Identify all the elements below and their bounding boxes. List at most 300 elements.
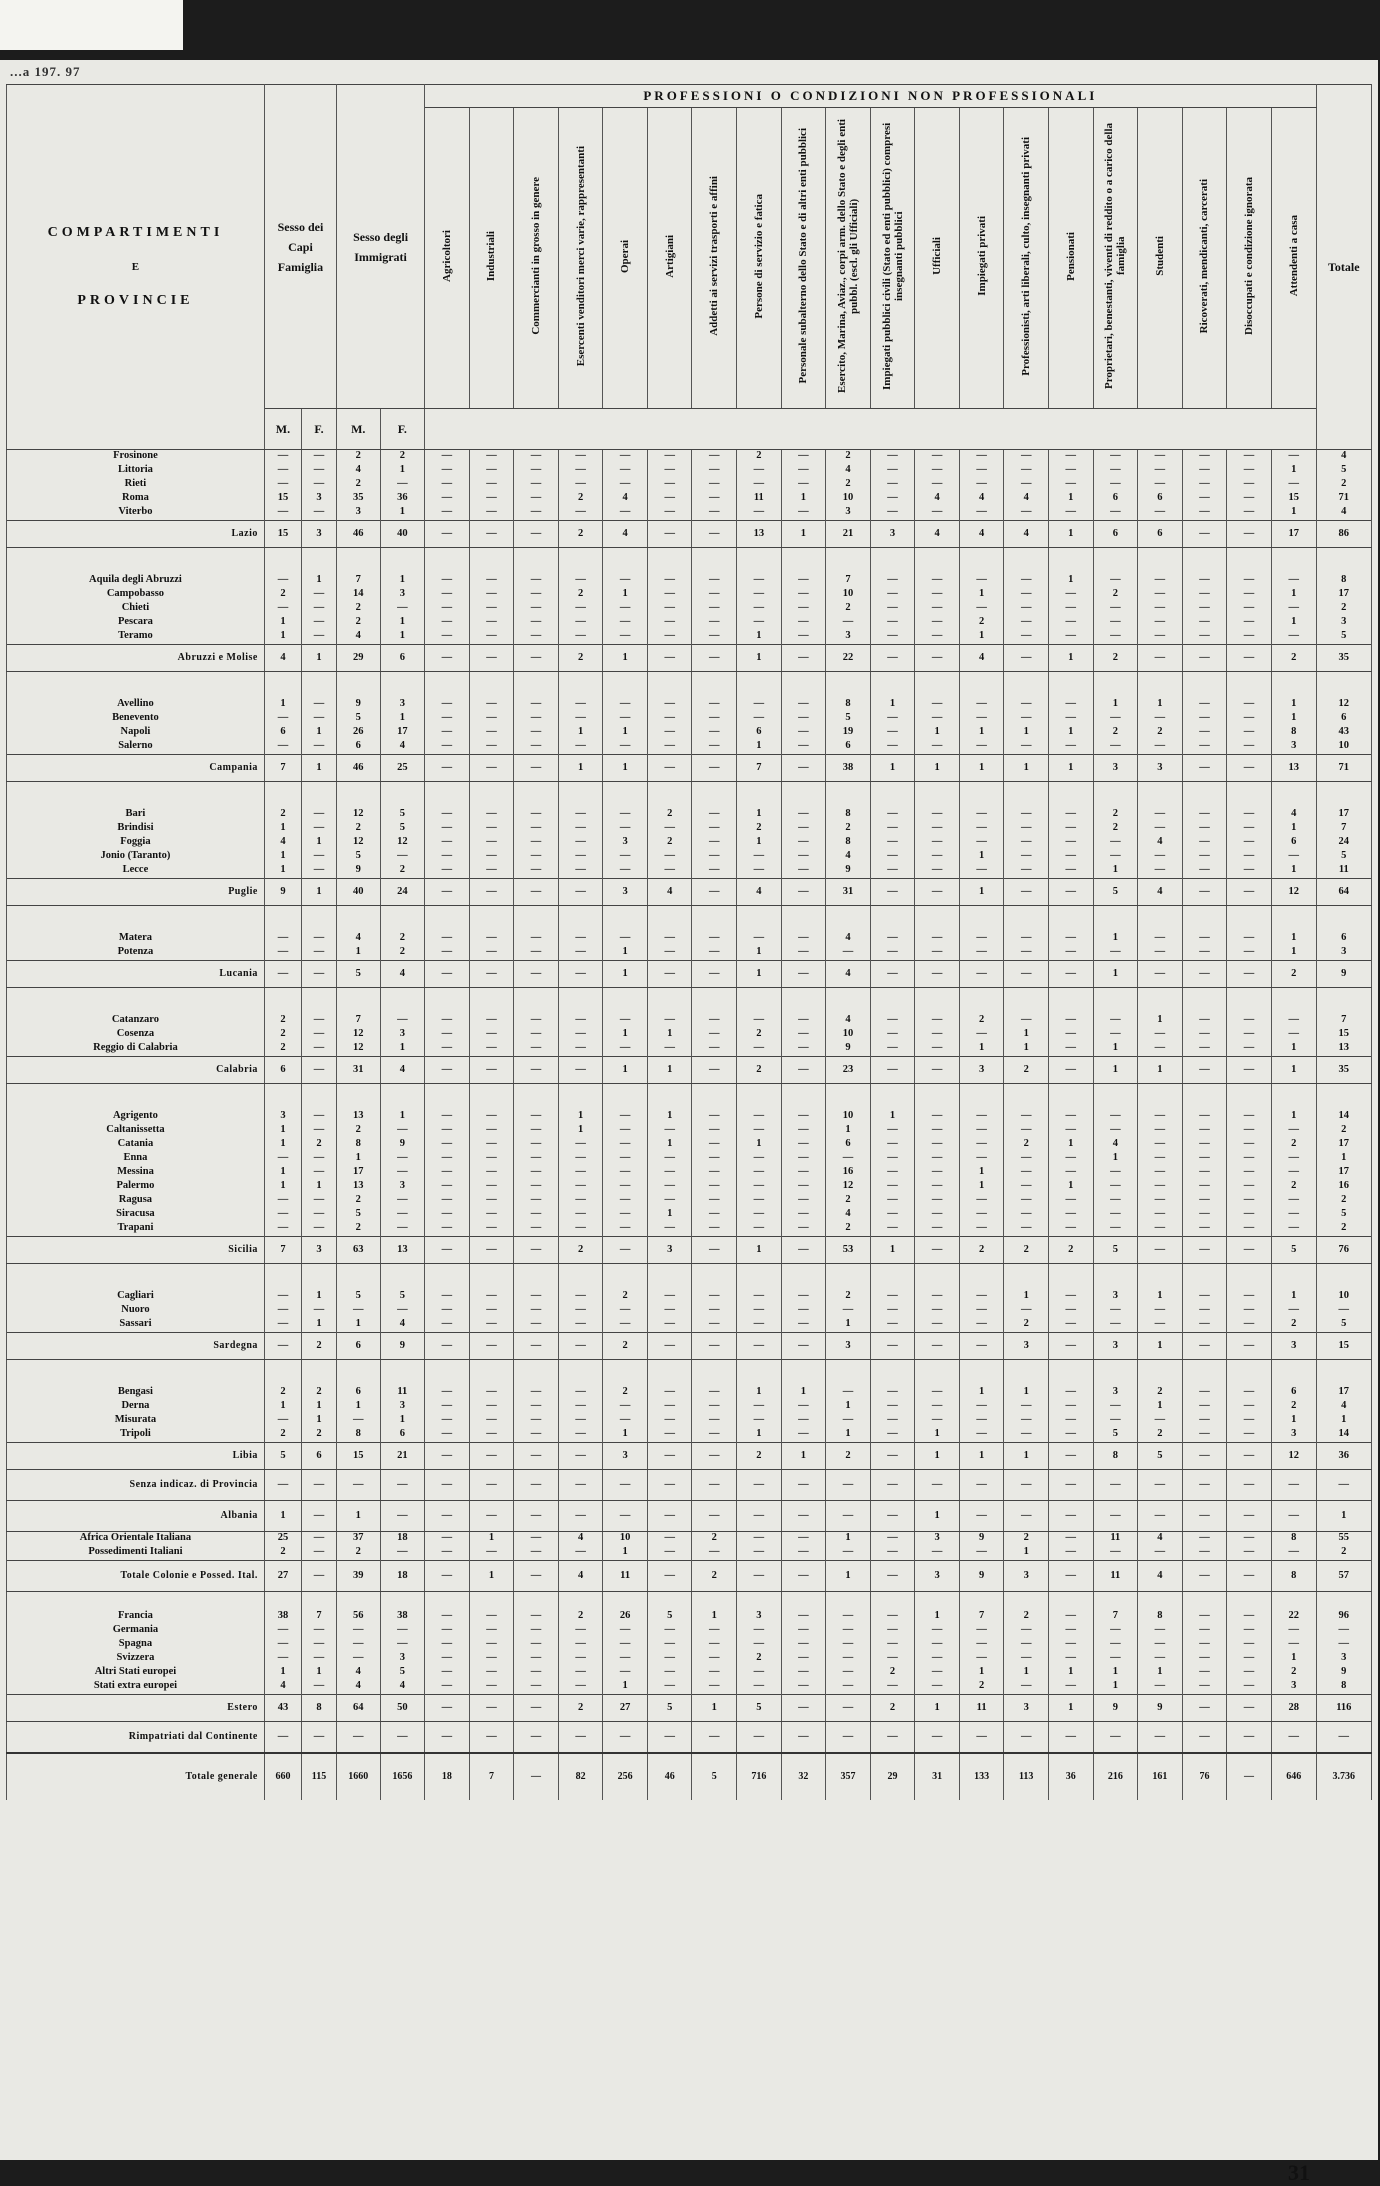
table-cell: — — [603, 616, 648, 630]
table-cell: — — [1227, 1624, 1272, 1638]
table-cell: — — [603, 1501, 648, 1532]
spacer-cell — [1004, 1264, 1049, 1291]
table-cell: 1 — [1048, 645, 1093, 672]
table-cell: — — [870, 850, 915, 864]
table-cell: — — [647, 1166, 692, 1180]
table-cell: — — [425, 521, 470, 548]
table-cell: — — [425, 616, 470, 630]
table-cell: 2 — [1271, 1138, 1316, 1152]
table-cell: — — [1271, 1222, 1316, 1237]
table-cell: — — [1048, 836, 1093, 850]
table-cell: 21 — [380, 1443, 425, 1470]
spacer-cell — [558, 1360, 603, 1387]
table-cell: 10 — [826, 1110, 871, 1124]
table-cell: 2 — [380, 932, 425, 946]
table-cell: — — [1271, 1501, 1316, 1532]
table-cell: 15 — [337, 1443, 381, 1470]
table-cell: — — [603, 1014, 648, 1028]
table-cell: 3 — [302, 492, 337, 506]
table-cell: — — [915, 836, 960, 850]
row-label: Lecce — [7, 864, 265, 879]
table-cell: — — [558, 1208, 603, 1222]
table-cell: — — [1138, 574, 1183, 588]
table-cell: — — [1048, 1386, 1093, 1400]
table-cell: — — [1004, 1428, 1049, 1443]
row-label: Viterbo — [7, 506, 265, 521]
table-cell: — — [380, 1166, 425, 1180]
table-cell: — — [959, 836, 1004, 850]
table-cell: 1 — [959, 1166, 1004, 1180]
table-cell: — — [1227, 808, 1272, 822]
table-cell: 1 — [1271, 864, 1316, 879]
spacer-cell — [915, 548, 960, 575]
table-cell: — — [302, 1028, 337, 1042]
table-cell: — — [647, 698, 692, 712]
table-cell: 1 — [915, 1610, 960, 1624]
table-cell: 9 — [959, 1532, 1004, 1547]
table-cell: 8 — [1316, 574, 1371, 588]
table-cell: — — [737, 1624, 782, 1638]
table-cell: — — [1093, 464, 1138, 478]
table-cell: 9 — [959, 1561, 1004, 1592]
table-cell: — — [1182, 698, 1227, 712]
table-cell: — — [1182, 1666, 1227, 1680]
table-cell: 1 — [647, 1057, 692, 1084]
spacer-cell — [1004, 1360, 1049, 1387]
table-cell: — — [781, 630, 826, 645]
table-cell: — — [1182, 879, 1227, 906]
table-cell: 9 — [380, 1333, 425, 1360]
table-cell: 1 — [781, 492, 826, 506]
table-cell: — — [870, 1318, 915, 1333]
table-cell: — — [514, 726, 559, 740]
table-cell: — — [737, 850, 782, 864]
spacer-cell — [1271, 1264, 1316, 1291]
table-cell: — — [469, 822, 514, 836]
table-cell: — — [302, 616, 337, 630]
spacer-cell — [826, 1084, 871, 1111]
table-cell: — — [558, 1042, 603, 1057]
table-cell: 29 — [337, 645, 381, 672]
table-cell: — — [514, 1110, 559, 1124]
table-cell: — — [425, 1110, 470, 1124]
spacer-cell — [380, 1084, 425, 1111]
table-cell: — — [469, 521, 514, 548]
table-cell: — — [469, 1666, 514, 1680]
table-cell: — — [870, 645, 915, 672]
table-cell: — — [737, 478, 782, 492]
spacer-cell — [264, 906, 301, 933]
table-cell: 1 — [1093, 932, 1138, 946]
table-cell: — — [1004, 850, 1049, 864]
table-cell: 10 — [826, 588, 871, 602]
table-cell: — — [302, 1124, 337, 1138]
spacer-row — [7, 782, 1372, 809]
table-cell: 3 — [1271, 740, 1316, 755]
table-cell: — — [915, 1666, 960, 1680]
table-cell: — — [1048, 1194, 1093, 1208]
table-cell: — — [469, 1333, 514, 1360]
table-cell: — — [959, 1028, 1004, 1042]
table-cell: — — [781, 1152, 826, 1166]
table-cell: — — [692, 1304, 737, 1318]
table-row — [7, 1042, 1372, 1057]
table-cell: 1 — [264, 630, 301, 645]
spacer-cell — [1138, 906, 1183, 933]
table-cell: 1 — [959, 879, 1004, 906]
table-cell: — — [558, 1028, 603, 1042]
table-cell: 27 — [603, 1695, 648, 1722]
table-row — [7, 1110, 1372, 1124]
table-cell: 3 — [1004, 1333, 1049, 1360]
table-cell: — — [870, 506, 915, 521]
table-cell: — — [1227, 1166, 1272, 1180]
table-cell: — — [514, 506, 559, 521]
table-cell: — — [692, 932, 737, 946]
table-cell: — — [647, 616, 692, 630]
table-cell: 3 — [380, 1180, 425, 1194]
table-cell: — — [380, 1546, 425, 1561]
table-cell: — — [1138, 1680, 1183, 1695]
table-cell: — — [1093, 1546, 1138, 1561]
row-label: Cagliari — [7, 1290, 265, 1304]
spacer-cell — [380, 988, 425, 1015]
table-cell: — — [302, 1546, 337, 1561]
table-cell: — — [425, 879, 470, 906]
table-cell: — — [425, 1428, 470, 1443]
table-cell: 1 — [469, 1561, 514, 1592]
table-cell: — — [1138, 1152, 1183, 1166]
spacer-cell — [264, 548, 301, 575]
table-cell: — — [692, 602, 737, 616]
table-cell: 2 — [737, 1057, 782, 1084]
spacer-cell — [425, 906, 470, 933]
table-cell: 1 — [692, 1610, 737, 1624]
table-cell: 17 — [1316, 808, 1371, 822]
table-cell: — — [1138, 1166, 1183, 1180]
table-cell: — — [514, 1680, 559, 1695]
table-cell: — — [1271, 1546, 1316, 1561]
table-cell: — — [915, 506, 960, 521]
table-cell: — — [647, 712, 692, 726]
table-row — [7, 1666, 1372, 1680]
spacer-cell — [425, 1360, 470, 1387]
table-cell: 1 — [1138, 1666, 1183, 1680]
table-row — [7, 1386, 1372, 1400]
table-cell: — — [915, 1194, 960, 1208]
table-cell: — — [870, 1222, 915, 1237]
table-cell: — — [302, 1057, 337, 1084]
table-cell: 4 — [959, 645, 1004, 672]
table-cell: — — [692, 1333, 737, 1360]
table-cell: 2 — [826, 822, 871, 836]
table-cell: 1 — [380, 1042, 425, 1057]
table-cell: 1 — [1093, 698, 1138, 712]
table-cell: — — [870, 1386, 915, 1400]
table-cell: 1 — [603, 946, 648, 961]
table-cell: 1 — [603, 1546, 648, 1561]
table-cell: — — [737, 864, 782, 879]
table-row — [7, 1290, 1372, 1304]
table-cell: — — [692, 698, 737, 712]
table-cell: 3.736 — [1316, 1753, 1371, 1800]
table-cell: — — [647, 864, 692, 879]
profession-blank-header — [425, 409, 1316, 450]
table-cell: — — [781, 836, 826, 850]
profession-header-label: Proprietari, benestanti, viventi di reddito o a carico della famiglia — [1103, 123, 1128, 390]
table-cell: — — [915, 1152, 960, 1166]
table-cell: — — [425, 602, 470, 616]
profession-header-18 — [1227, 108, 1272, 409]
table-cell: — — [264, 506, 301, 521]
table-cell: 1 — [692, 1695, 737, 1722]
table-cell: 357 — [826, 1753, 871, 1800]
table-cell: — — [1138, 946, 1183, 961]
table-cell: — — [870, 712, 915, 726]
table-cell: 2 — [1316, 1546, 1371, 1561]
table-row — [7, 1652, 1372, 1666]
table-cell: — — [302, 808, 337, 822]
table-cell: — — [692, 574, 737, 588]
table-cell: — — [1182, 1532, 1227, 1547]
table-cell: 2 — [558, 645, 603, 672]
spacer-cell — [302, 988, 337, 1015]
table-cell: — — [1048, 1610, 1093, 1624]
profession-header-13 — [1004, 108, 1049, 409]
row-label: Messina — [7, 1166, 265, 1180]
table-cell: — — [1138, 1470, 1183, 1501]
spacer-cell — [647, 1084, 692, 1111]
table-row — [7, 946, 1372, 961]
table-cell: 1 — [737, 645, 782, 672]
table-cell: — — [915, 1180, 960, 1194]
table-cell: — — [1271, 1014, 1316, 1028]
table-cell: 5 — [647, 1695, 692, 1722]
table-cell: 2 — [302, 1333, 337, 1360]
table-cell: — — [1048, 1624, 1093, 1638]
table-cell: — — [781, 1333, 826, 1360]
table-cell: — — [737, 588, 782, 602]
table-cell: — — [1138, 1237, 1183, 1264]
table-cell: 36 — [380, 492, 425, 506]
table-cell: 1 — [380, 616, 425, 630]
profession-header-label: Ufficiali — [931, 237, 944, 275]
table-cell: 1 — [264, 850, 301, 864]
sex-heads-header: Sesso dei Capi Famiglia — [264, 85, 336, 409]
table-cell: 5 — [264, 1443, 301, 1470]
table-cell: — — [647, 506, 692, 521]
table-cell: 40 — [380, 521, 425, 548]
table-cell: 1 — [302, 1414, 337, 1428]
table-cell: 2 — [647, 836, 692, 850]
table-cell: — — [870, 1470, 915, 1501]
table-cell: 2 — [264, 1546, 301, 1561]
table-cell: — — [1093, 1501, 1138, 1532]
table-cell: 2 — [959, 1680, 1004, 1695]
row-label: Libia — [7, 1443, 265, 1470]
table-cell: — — [1138, 740, 1183, 755]
table-cell: 24 — [1316, 836, 1371, 850]
table-cell: 1 — [1004, 1666, 1049, 1680]
table-row — [7, 1680, 1372, 1695]
table-cell: — — [870, 616, 915, 630]
table-row — [7, 1166, 1372, 1180]
table-cell: — — [425, 478, 470, 492]
table-cell: 5 — [1138, 1443, 1183, 1470]
profession-header-7 — [737, 108, 782, 409]
table-cell: — — [1093, 1652, 1138, 1666]
spacer-cell — [959, 988, 1004, 1015]
spacer-cell — [692, 1360, 737, 1387]
table-cell: 1 — [1316, 1501, 1371, 1532]
spacer-cell — [781, 906, 826, 933]
table-cell: 1 — [1138, 1333, 1183, 1360]
table-cell: 1 — [1004, 1028, 1049, 1042]
table-cell: — — [514, 1138, 559, 1152]
spacer-cell — [1271, 1592, 1316, 1611]
table-cell: — — [1048, 1501, 1093, 1532]
table-cell: — — [959, 1470, 1004, 1501]
table-cell: — — [514, 808, 559, 822]
table-cell: — — [425, 464, 470, 478]
table-cell: 40 — [337, 879, 381, 906]
table-cell: — — [1182, 1443, 1227, 1470]
table-cell: — — [1048, 1400, 1093, 1414]
table-cell: — — [737, 1546, 782, 1561]
table-cell: — — [1227, 740, 1272, 755]
spacer-cell — [870, 1264, 915, 1291]
table-cell: — — [558, 1304, 603, 1318]
table-cell: — — [1182, 1470, 1227, 1501]
row-label: Francia — [7, 1610, 265, 1624]
table-cell: — — [1227, 630, 1272, 645]
table-cell: — — [915, 1638, 960, 1652]
row-label: Lazio — [7, 521, 265, 548]
table-cell: 7 — [737, 755, 782, 782]
table-cell: — — [425, 630, 470, 645]
spacer-cell — [1138, 548, 1183, 575]
table-cell: — — [781, 1414, 826, 1428]
table-cell: 5 — [1316, 850, 1371, 864]
table-cell: 2 — [558, 1237, 603, 1264]
table-cell: 1 — [647, 1110, 692, 1124]
table-cell: — — [302, 1208, 337, 1222]
table-cell: — — [781, 946, 826, 961]
table-cell: — — [692, 616, 737, 630]
spacer-cell — [337, 906, 381, 933]
table-cell: 3 — [1004, 1695, 1049, 1722]
table-cell: — — [1227, 645, 1272, 672]
table-cell: — — [1093, 450, 1138, 465]
table-cell: — — [1227, 506, 1272, 521]
table-cell: — — [959, 1222, 1004, 1237]
table-cell: — — [337, 1414, 381, 1428]
table-cell: — — [1004, 1624, 1049, 1638]
table-cell: — — [692, 808, 737, 822]
spacer-cell — [1048, 988, 1093, 1015]
spacer-cell — [1271, 782, 1316, 809]
table-cell: — — [1271, 1624, 1316, 1638]
table-cell: 8 — [337, 1138, 381, 1152]
table-cell: — — [264, 1722, 301, 1754]
table-cell: 38 — [380, 1610, 425, 1624]
table-cell: — — [781, 1180, 826, 1194]
table-cell: 1 — [781, 1443, 826, 1470]
table-cell: — — [469, 698, 514, 712]
table-cell: — — [781, 1561, 826, 1592]
table-cell: — — [1271, 1028, 1316, 1042]
table-cell: 161 — [1138, 1753, 1183, 1800]
table-cell: — — [781, 1318, 826, 1333]
table-cell: 7 — [337, 1014, 381, 1028]
table-cell: — — [1004, 1652, 1049, 1666]
table-cell: — — [915, 1028, 960, 1042]
table-cell: — — [469, 1180, 514, 1194]
table-row — [7, 836, 1372, 850]
row-label: Rieti — [7, 478, 265, 492]
table-cell: 4 — [337, 1680, 381, 1695]
subtotal-row — [7, 1237, 1372, 1264]
table-cell: 1 — [826, 1318, 871, 1333]
table-cell: — — [425, 1666, 470, 1680]
spacer-cell — [781, 1592, 826, 1611]
spacer-cell — [1182, 672, 1227, 699]
table-cell: — — [692, 588, 737, 602]
table-cell: 15 — [264, 521, 301, 548]
table-cell: 2 — [264, 1042, 301, 1057]
table-cell: — — [1271, 450, 1316, 465]
table-cell: 4 — [337, 464, 381, 478]
table-cell: — — [737, 1470, 782, 1501]
table-cell: 3 — [1093, 1290, 1138, 1304]
table-cell: 7 — [1316, 822, 1371, 836]
table-cell: — — [1004, 1638, 1049, 1652]
table-cell: — — [647, 1333, 692, 1360]
table-cell: 8 — [826, 698, 871, 712]
table-cell: — — [647, 946, 692, 961]
row-label: Aquila degli Abruzzi — [7, 574, 265, 588]
spacer-cell — [1138, 782, 1183, 809]
table-cell: — — [1093, 506, 1138, 521]
row-label: Foggia — [7, 836, 265, 850]
table-cell: — — [737, 1722, 782, 1754]
table-cell: — — [558, 1290, 603, 1304]
table-cell: — — [1271, 1124, 1316, 1138]
table-cell: — — [915, 1057, 960, 1084]
table-cell: — — [870, 1290, 915, 1304]
table-cell: 6 — [1093, 492, 1138, 506]
table-cell: 2 — [1271, 1666, 1316, 1680]
spacer-cell — [1182, 906, 1227, 933]
spacer-cell — [558, 1264, 603, 1291]
table-cell: — — [781, 1722, 826, 1754]
table-cell: — — [380, 1208, 425, 1222]
spacer-cell — [1316, 906, 1371, 933]
spacer-cell — [302, 1592, 337, 1611]
table-row — [7, 698, 1372, 712]
spacer-cell — [514, 548, 559, 575]
spacer-cell — [1004, 1592, 1049, 1611]
spacer-cell — [603, 672, 648, 699]
spacer-cell — [1138, 1264, 1183, 1291]
spacer-cell — [302, 782, 337, 809]
table-cell: — — [1227, 1443, 1272, 1470]
table-cell: — — [1004, 1470, 1049, 1501]
table-cell: 1 — [915, 1428, 960, 1443]
table-row — [7, 1400, 1372, 1414]
table-cell: — — [959, 478, 1004, 492]
table-cell: — — [1048, 1532, 1093, 1547]
